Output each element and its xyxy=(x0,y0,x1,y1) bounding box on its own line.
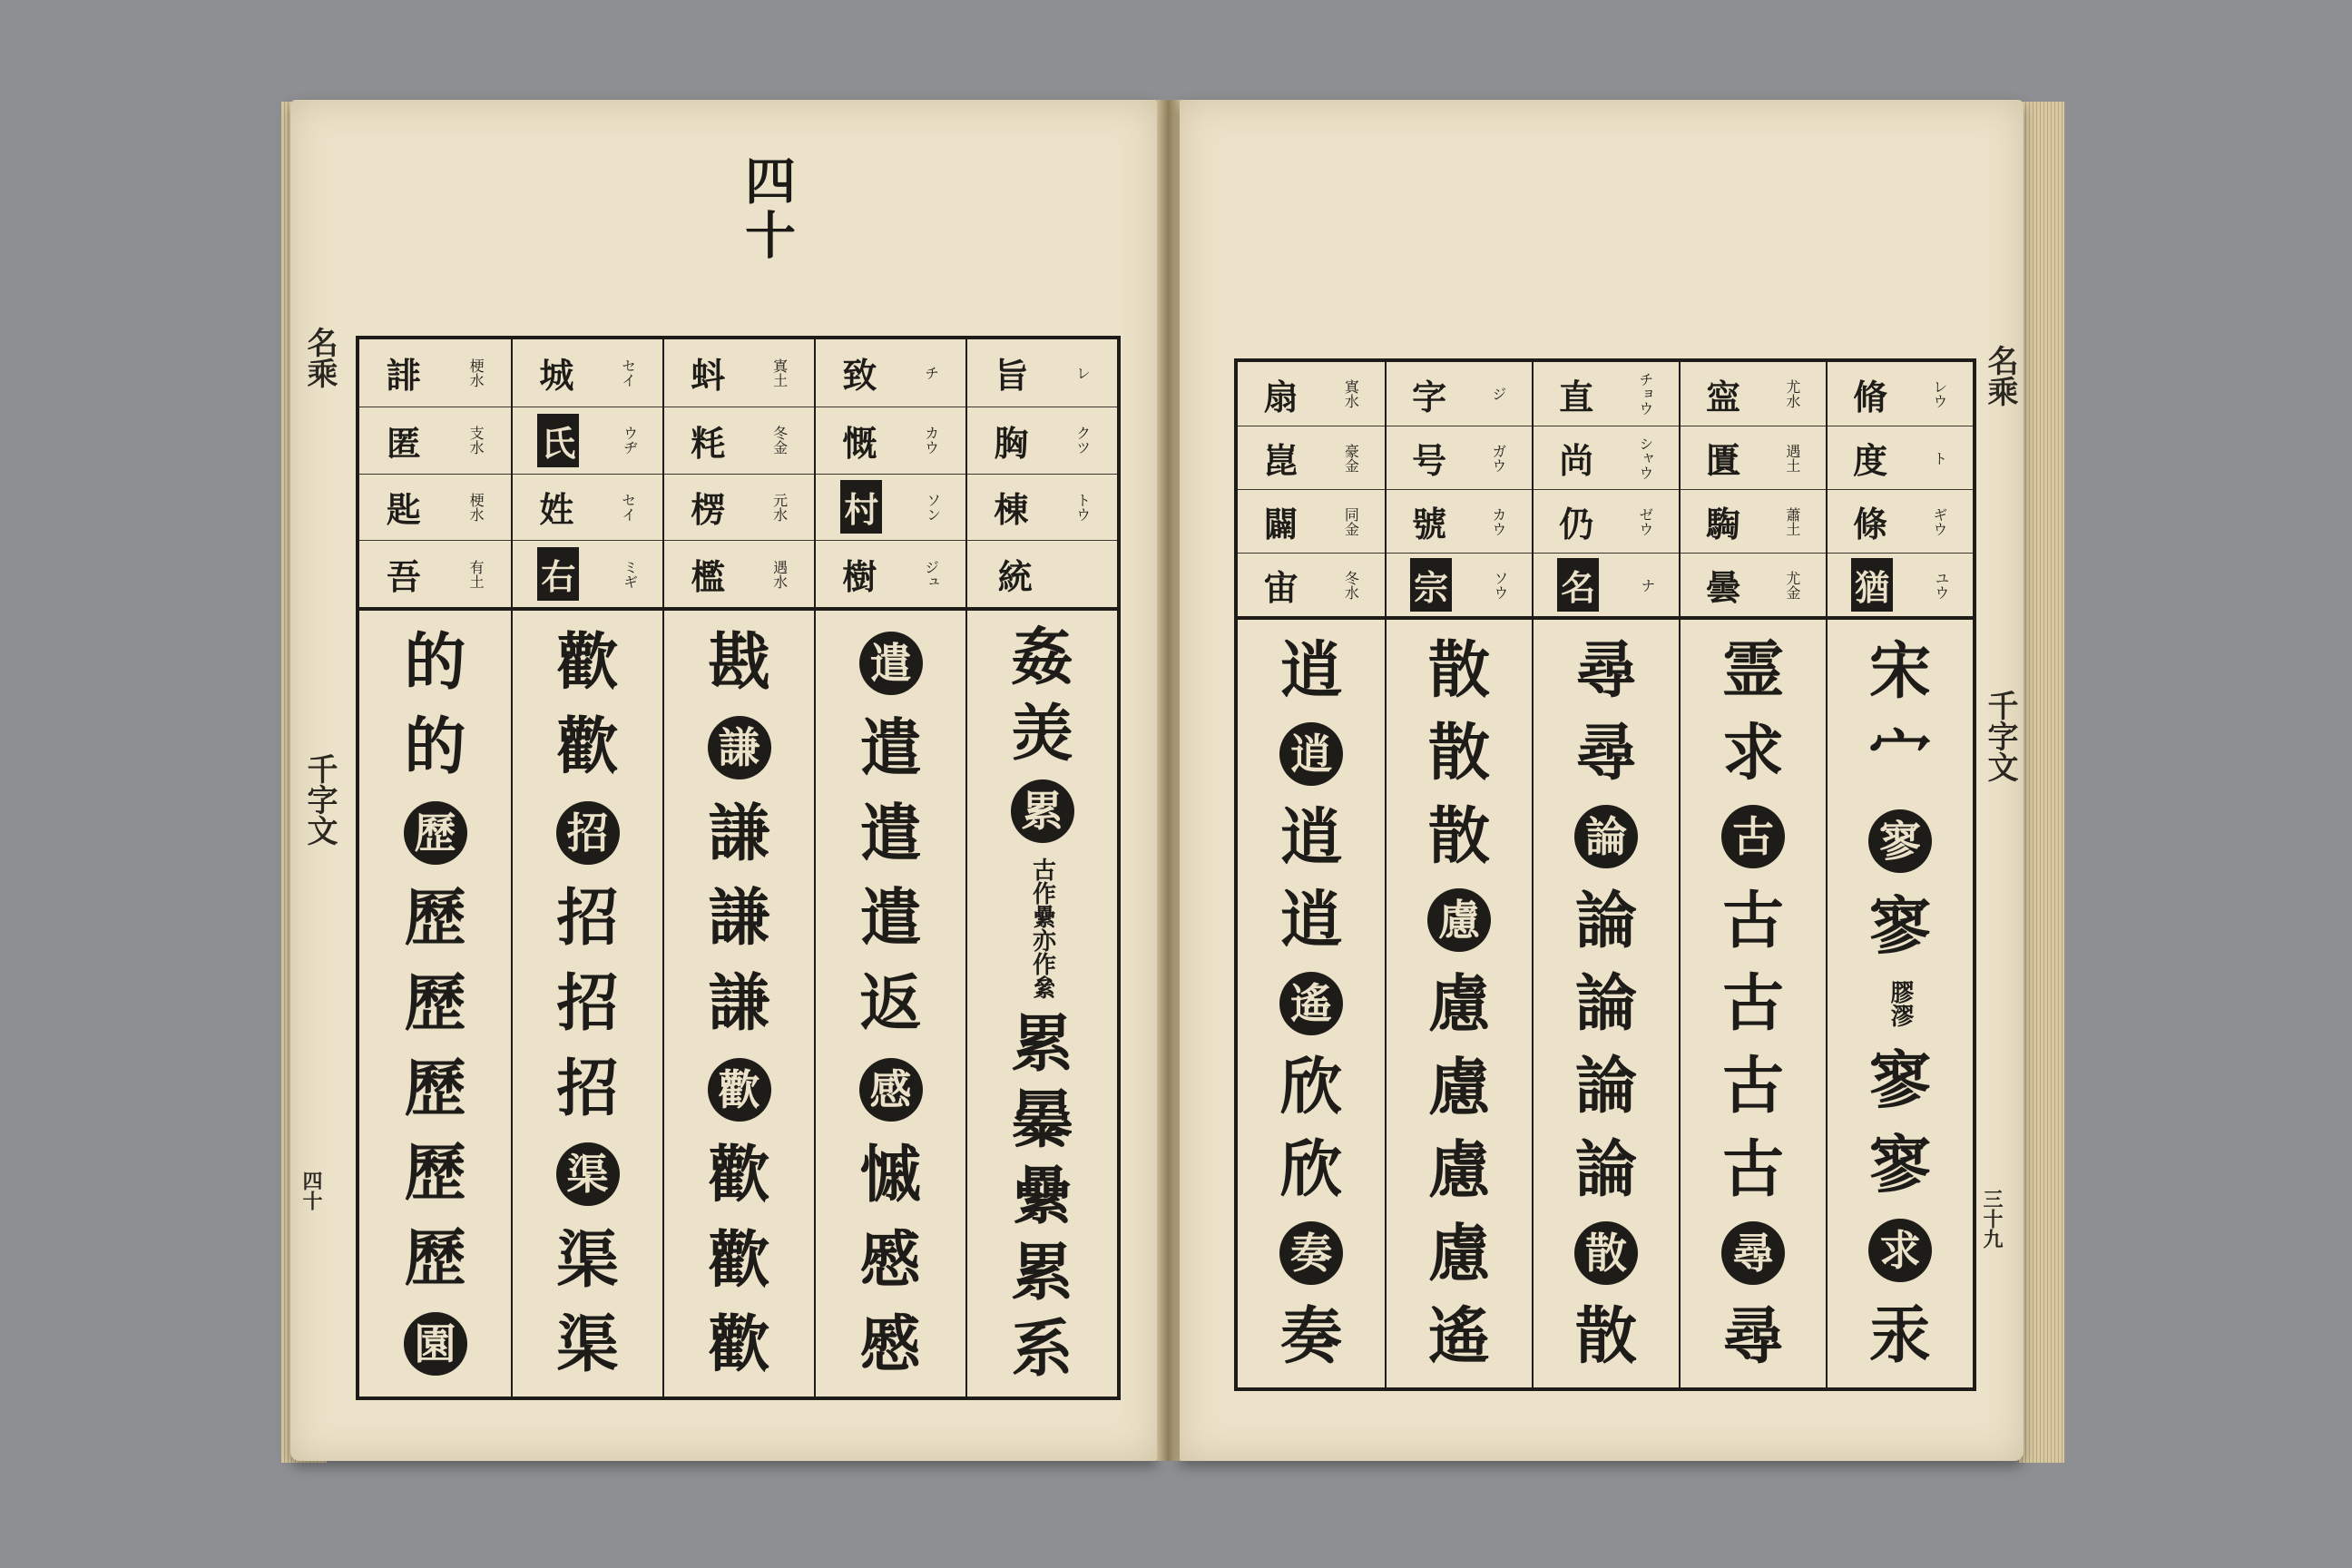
table-char: 扇 xyxy=(1263,376,1298,417)
table-cell xyxy=(967,474,1117,541)
headword-char: 求 xyxy=(1868,1219,1932,1282)
seal-char: 招 xyxy=(556,882,619,956)
table-char: 闢 xyxy=(1263,504,1298,544)
table-cell xyxy=(664,407,814,474)
headword-char: 古 xyxy=(1721,805,1785,868)
table-note: 蕭土 xyxy=(1783,506,1801,536)
table-note: ジ xyxy=(1489,387,1507,401)
table-column xyxy=(1826,362,1973,616)
table-char: 崑 xyxy=(1263,440,1298,481)
table-note: ト xyxy=(1930,450,1948,466)
table-note: シャウ xyxy=(1636,436,1654,480)
left-frame xyxy=(356,336,1121,1400)
headword-char: 謙 xyxy=(708,716,771,779)
headword-char: 歡 xyxy=(708,1058,771,1122)
table-cell xyxy=(1828,553,1973,616)
table-column xyxy=(359,339,511,607)
table-note: 冬水 xyxy=(1342,570,1360,600)
seal-char: 系 xyxy=(1011,1313,1073,1386)
seal-char: 慼 xyxy=(859,1223,922,1297)
table-column xyxy=(1532,362,1679,616)
seal-char: 欣 xyxy=(1279,1133,1342,1207)
seal-char: 歡 xyxy=(556,710,619,784)
table-note: ウヂ xyxy=(621,426,639,456)
seal-char: 渠 xyxy=(556,1223,619,1297)
variant-note: 膠漻 xyxy=(1886,979,1914,1027)
headword-char: 累 xyxy=(1011,779,1074,843)
character-column xyxy=(1385,620,1532,1387)
table-note: 寘水 xyxy=(1342,379,1360,408)
character-column xyxy=(1238,620,1385,1387)
seal-char: 宀 xyxy=(1868,719,1931,792)
table-note: 梗水 xyxy=(467,358,485,387)
table-cell xyxy=(1828,489,1973,553)
table-note: 同金 xyxy=(1342,506,1360,536)
left-page xyxy=(290,100,1157,1461)
table-cell xyxy=(664,540,814,607)
seal-char: 古 xyxy=(1721,1050,1784,1123)
table-column xyxy=(1238,362,1385,616)
table-cell xyxy=(664,474,814,541)
table-char: 直 xyxy=(1559,376,1594,417)
seal-char: 累 xyxy=(1011,1237,1073,1309)
table-char: 蚪 xyxy=(691,355,726,397)
table-column xyxy=(662,339,814,607)
left-character-columns xyxy=(359,611,1117,1396)
table-note: 尤金 xyxy=(1783,570,1801,600)
table-note: セイ xyxy=(619,358,637,387)
seal-char: 霊 xyxy=(1721,633,1784,707)
table-note: クツ xyxy=(1073,426,1092,456)
table-column xyxy=(814,339,965,607)
table-char: 誹 xyxy=(386,355,421,397)
table-note: 支水 xyxy=(467,426,485,456)
table-char: 寍 xyxy=(1706,376,1741,417)
table-cell xyxy=(1828,426,1973,489)
headword-char: 渠 xyxy=(556,1142,620,1206)
table-char: 棟 xyxy=(994,489,1029,531)
seal-char: 散 xyxy=(1427,799,1490,873)
table-char-boxed: 宗 xyxy=(1410,558,1452,612)
table-char: 吾 xyxy=(386,556,421,598)
table-cell xyxy=(1681,489,1826,553)
table-char-boxed: 右 xyxy=(537,547,579,601)
book-gutter xyxy=(1157,100,1180,1461)
headword-char: 遣 xyxy=(859,632,923,695)
right-side-label: 千字文 xyxy=(1982,690,2018,782)
table-cell xyxy=(359,339,511,407)
seal-char: 尋 xyxy=(1574,716,1637,789)
table-note: ユウ xyxy=(1932,570,1950,600)
table-char: 字 xyxy=(1412,376,1447,417)
character-column xyxy=(1826,620,1973,1387)
table-note: チ xyxy=(922,365,940,380)
seal-char: 歡 xyxy=(708,1308,770,1382)
seal-char: 慮 xyxy=(1427,1217,1490,1290)
left-top-table xyxy=(359,339,1117,611)
table-note: 尤水 xyxy=(1783,379,1801,408)
left-folio: 四十 xyxy=(299,1171,323,1210)
table-char: 樹 xyxy=(842,556,877,598)
seal-char: 宋 xyxy=(1868,634,1931,708)
table-cell xyxy=(513,339,662,407)
seal-char: 姦 xyxy=(1011,622,1073,694)
character-column xyxy=(965,611,1117,1396)
seal-char: 論 xyxy=(1574,1132,1637,1206)
seal-char: 論 xyxy=(1574,966,1637,1040)
character-column xyxy=(662,611,814,1396)
right-page-edges xyxy=(2019,102,2064,1463)
seal-char: 論 xyxy=(1574,1050,1637,1123)
table-cell xyxy=(1534,426,1679,489)
table-note: ソウ xyxy=(1491,570,1509,600)
table-cell xyxy=(513,407,662,474)
headword-char: 慮 xyxy=(1427,888,1491,952)
table-note: 元水 xyxy=(770,492,789,522)
page-number: 四十 xyxy=(737,154,797,263)
seal-char: 散 xyxy=(1427,717,1490,790)
table-char: 號 xyxy=(1412,504,1447,544)
seal-char: 散 xyxy=(1427,633,1490,707)
table-note: ガウ xyxy=(1489,443,1507,473)
table-char: 檻 xyxy=(691,556,726,598)
seal-char: 謙 xyxy=(708,882,770,956)
table-cell xyxy=(1681,553,1826,616)
table-char: 脩 xyxy=(1853,376,1888,417)
seal-char: 累 xyxy=(1011,1008,1073,1081)
table-note: カウ xyxy=(922,426,940,456)
seal-char: 古 xyxy=(1721,1132,1784,1206)
table-char: 匿 xyxy=(386,422,421,464)
seal-char: 招 xyxy=(556,966,619,1040)
table-cell xyxy=(1681,362,1826,426)
table-note: ナ xyxy=(1638,577,1656,593)
table-char: 慨 xyxy=(842,422,877,464)
table-cell xyxy=(1238,489,1385,553)
seal-char: 尋 xyxy=(1721,1300,1784,1374)
headword-char: 散 xyxy=(1574,1221,1638,1285)
seal-char: 慮 xyxy=(1427,967,1490,1041)
table-char: 曇 xyxy=(1706,567,1741,608)
table-char-boxed: 名 xyxy=(1557,558,1599,612)
table-note: ミギ xyxy=(621,559,639,589)
table-char: 度 xyxy=(1853,440,1888,481)
table-note: ソン xyxy=(924,492,942,522)
table-column xyxy=(1385,362,1532,616)
table-cell xyxy=(816,407,965,474)
table-cell xyxy=(967,339,1117,407)
headword-char: 感 xyxy=(859,1058,923,1122)
table-cell xyxy=(816,339,965,407)
table-char: 匱 xyxy=(1706,440,1741,481)
seal-char: 論 xyxy=(1574,884,1637,957)
headword-char: 論 xyxy=(1574,805,1638,868)
seal-char: 歡 xyxy=(708,1139,770,1212)
seal-char: 遣 xyxy=(859,712,922,786)
seal-char: 汞 xyxy=(1868,1299,1931,1373)
seal-char: 古 xyxy=(1721,966,1784,1040)
right-frame xyxy=(1234,358,1976,1391)
table-note: 有土 xyxy=(467,559,485,589)
seal-char: 古 xyxy=(1721,884,1784,957)
table-char: 尚 xyxy=(1559,440,1594,481)
table-note: レウ xyxy=(1930,379,1948,408)
table-note: セイ xyxy=(619,492,637,522)
table-cell xyxy=(359,407,511,474)
seal-char: 歷 xyxy=(404,1137,466,1210)
right-character-columns xyxy=(1238,620,1973,1387)
table-cell xyxy=(1387,426,1532,489)
seal-char: 渠 xyxy=(556,1308,619,1382)
table-cell xyxy=(1534,489,1679,553)
variant-note: 古作纍亦作絫 xyxy=(1028,858,1056,999)
right-folio: 三十九 xyxy=(1980,1189,2004,1249)
table-char-boxed: 氏 xyxy=(537,414,579,467)
right-top-table xyxy=(1238,362,1973,620)
seal-char: 寥 xyxy=(1868,1044,1931,1118)
seal-char: 遣 xyxy=(859,882,922,956)
seal-char: 歡 xyxy=(556,625,619,699)
table-cell xyxy=(1828,362,1973,426)
seal-char: 奏 xyxy=(1279,1300,1342,1374)
seal-char: 的 xyxy=(404,625,466,699)
table-char: 旨 xyxy=(994,355,1029,397)
table-cell xyxy=(1387,489,1532,553)
table-cell xyxy=(664,339,814,407)
table-cell xyxy=(1534,362,1679,426)
seal-char: 歷 xyxy=(404,1052,466,1125)
character-column xyxy=(359,611,511,1396)
seal-char: 遙 xyxy=(1427,1300,1490,1374)
table-cell xyxy=(1387,362,1532,426)
seal-char: 寥 xyxy=(1868,889,1931,963)
table-cell xyxy=(816,540,965,607)
seal-char: 欣 xyxy=(1279,1051,1342,1124)
table-cell xyxy=(1387,553,1532,616)
right-page xyxy=(1180,100,2024,1461)
table-cell xyxy=(1238,426,1385,489)
table-note: ジュ xyxy=(922,559,940,589)
table-char: 号 xyxy=(1412,440,1447,481)
headword-char: 遙 xyxy=(1279,972,1343,1035)
seal-char: 纍 xyxy=(1011,1161,1073,1233)
seal-char: 歷 xyxy=(404,966,466,1040)
table-note: カウ xyxy=(1489,506,1507,536)
seal-char: 慽 xyxy=(859,1139,922,1212)
seal-char: 求 xyxy=(1721,716,1784,789)
table-char: 匙 xyxy=(386,489,421,531)
seal-char: 遣 xyxy=(859,797,922,870)
character-column xyxy=(1679,620,1826,1387)
seal-char: 歷 xyxy=(404,882,466,956)
table-char: 宙 xyxy=(1263,567,1298,608)
seal-char: 尋 xyxy=(1574,633,1637,707)
seal-char: 慼 xyxy=(859,1308,922,1382)
character-column xyxy=(511,611,662,1396)
headword-char: 奏 xyxy=(1279,1221,1343,1285)
table-note: ゼウ xyxy=(1636,506,1654,536)
seal-char: 謙 xyxy=(708,797,770,870)
table-note: 冬金 xyxy=(770,426,789,456)
seal-char: 㬥 xyxy=(1011,1084,1073,1157)
left-side-label: 千字文 xyxy=(301,753,338,846)
seal-char: 慮 xyxy=(1427,1051,1490,1124)
seal-char: 逍 xyxy=(1279,883,1342,956)
table-note: 遇土 xyxy=(1783,443,1801,473)
character-column xyxy=(1532,620,1679,1387)
table-cell xyxy=(1238,553,1385,616)
table-char: 楞 xyxy=(691,489,726,531)
right-margin-title: 名乘 xyxy=(1982,345,2018,407)
table-note: レ xyxy=(1073,365,1092,380)
headword-char: 尋 xyxy=(1721,1221,1785,1285)
table-cell xyxy=(1238,362,1385,426)
seal-char: 慮 xyxy=(1427,1134,1490,1208)
seal-char: 戡 xyxy=(708,625,770,699)
table-cell xyxy=(513,540,662,607)
table-column xyxy=(965,339,1117,607)
table-column xyxy=(511,339,662,607)
table-cell xyxy=(359,474,511,541)
table-char-boxed: 村 xyxy=(840,480,882,534)
table-char: 騊 xyxy=(1706,504,1741,544)
headword-char: 招 xyxy=(556,801,620,865)
headword-char: 歷 xyxy=(404,801,467,865)
table-cell xyxy=(513,474,662,541)
table-cell xyxy=(816,474,965,541)
book-spread xyxy=(281,91,2078,1479)
table-char: 條 xyxy=(1853,504,1888,544)
seal-char: 寥 xyxy=(1868,1129,1931,1202)
table-cell xyxy=(967,407,1117,474)
table-column xyxy=(1679,362,1826,616)
table-cell xyxy=(967,540,1117,607)
table-note: 寘土 xyxy=(770,358,789,387)
table-cell xyxy=(1681,426,1826,489)
table-note: チョウ xyxy=(1636,372,1654,416)
seal-char: 逍 xyxy=(1279,633,1342,707)
seal-char: 歡 xyxy=(708,1223,770,1297)
left-margin-title: 名乘 xyxy=(301,327,338,388)
table-cell xyxy=(1534,553,1679,616)
table-char: 統 xyxy=(997,556,1033,598)
table-note: 遇水 xyxy=(770,559,789,589)
seal-char: 羙 xyxy=(1011,698,1073,770)
headword-char: 逍 xyxy=(1279,722,1343,786)
seal-char: 招 xyxy=(556,1052,619,1125)
table-char: 粍 xyxy=(691,422,726,464)
character-column xyxy=(814,611,965,1396)
table-char: 城 xyxy=(539,355,574,397)
headword-char: 寥 xyxy=(1868,809,1932,873)
table-char: 胸 xyxy=(994,422,1029,464)
seal-char: 散 xyxy=(1574,1300,1637,1374)
seal-char: 謙 xyxy=(708,966,770,1040)
table-char: 致 xyxy=(842,355,877,397)
table-note: トウ xyxy=(1073,492,1092,522)
table-char: 仍 xyxy=(1559,504,1594,544)
seal-char: 返 xyxy=(859,966,922,1040)
seal-char: 的 xyxy=(404,710,466,784)
seal-char: 歷 xyxy=(404,1221,466,1295)
table-note: 豪金 xyxy=(1342,443,1360,473)
table-cell xyxy=(359,540,511,607)
table-char: 姓 xyxy=(539,489,574,531)
headword-char: 園 xyxy=(404,1312,467,1376)
table-note: ギウ xyxy=(1930,506,1948,536)
seal-char: 逍 xyxy=(1279,800,1342,874)
table-note: 梗水 xyxy=(467,492,485,522)
table-char-boxed: 猶 xyxy=(1851,558,1893,612)
